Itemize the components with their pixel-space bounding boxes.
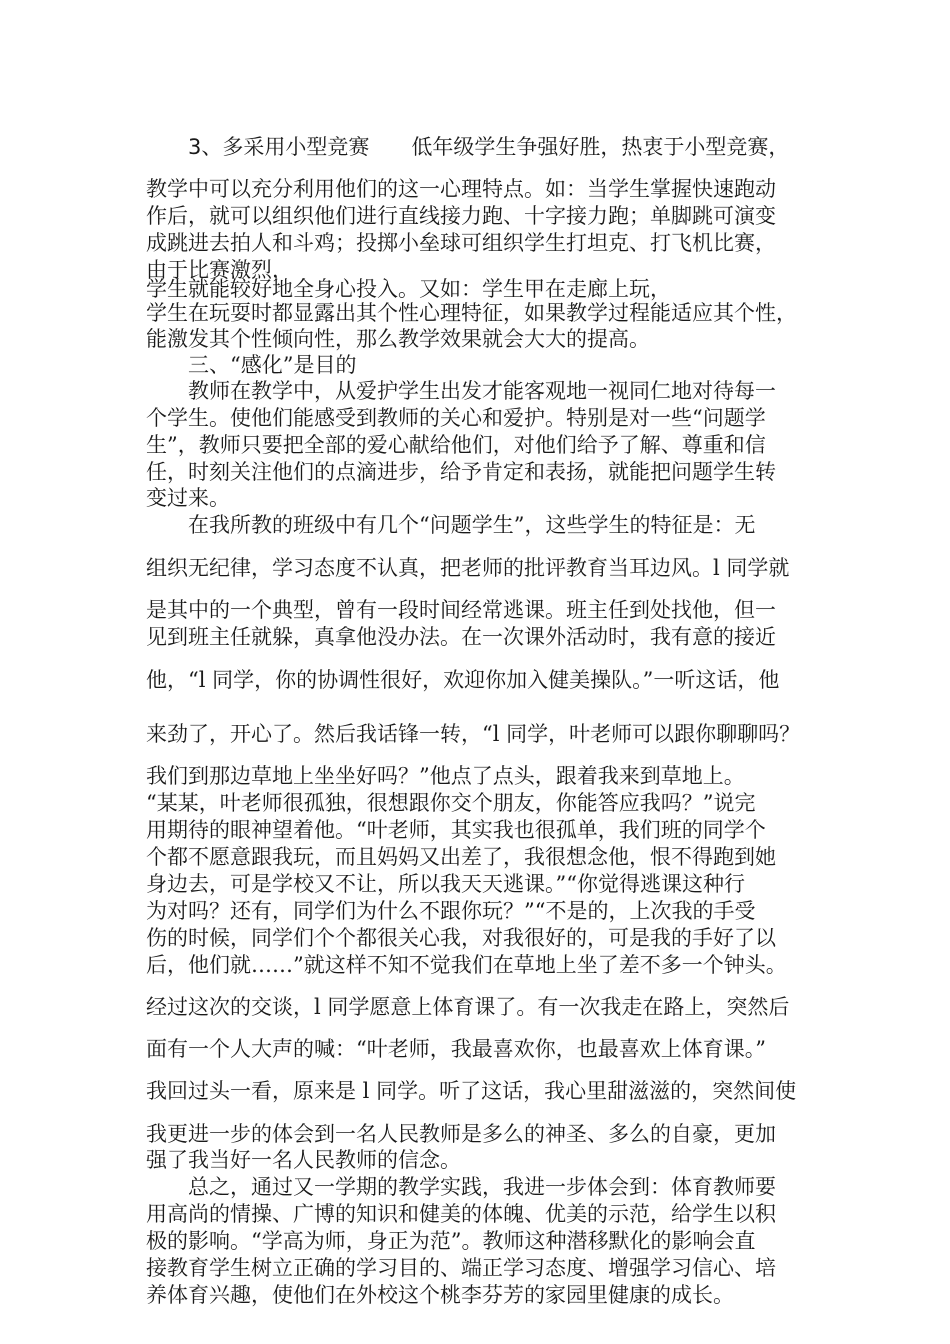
text-line: 用期待的眼神望着他。“叶老师，其实我也很孤单，我们班的同学个	[146, 818, 766, 842]
text-line: 强了我当好一名人民教师的信念。	[146, 1148, 461, 1172]
text-line: 来劲了，开心了。然后我话锋一转，“l 同学，叶老师可以跟你聊聊吗？	[146, 722, 801, 746]
text-line: 养体育兴趣，使他们在外校这个桃李芬芳的家园里健康的成长。	[146, 1283, 734, 1307]
text-line: 后，他们就……”就这样不知不觉我们在草地上坐了差不多一个钟头。	[146, 953, 787, 977]
text-line: 个学生。使他们能感受到教师的关心和爱护。特别是对一些“问题学	[146, 406, 766, 430]
text-line: 总之，通过又一学期的教学实践，我进一步体会到：体育教师要	[188, 1175, 776, 1199]
text-line: 教学中可以充分利用他们的这一心理特点。如：当学生掌握快速跑动	[146, 177, 776, 201]
text-line: 极的影响。“学高为师，身正为范”。教师这种潜移默化的影响会直	[146, 1229, 756, 1253]
text-line: 为对吗？还有，同学们为什么不跟你玩？”“不是的，上次我的手受	[146, 899, 756, 923]
text-line: 作后，就可以组织他们进行直线接力跑、十字接力跑；单脚跳可演变	[146, 204, 776, 228]
text-line: 经过这次的交谈，l 同学愿意上体育课了。有一次我走在路上，突然后	[146, 995, 790, 1019]
text-line: 教师在教学中，从爱护学生出发才能客观地一视同仁地对待每一	[188, 379, 776, 403]
text-line: 3、多采用小型竞赛 低年级学生争强好胜，热衷于小型竞赛，	[188, 135, 790, 159]
text-line: 我更进一步的体会到一名人民教师是多么的神圣、多么的自豪，更加	[146, 1122, 776, 1146]
text-line: 学生在玩耍时都显露出其个性心理特征，如果教学过程能适应其个性，	[146, 301, 797, 325]
text-line: 任，时刻关注他们的点滴进步，给予肯定和表扬，就能把问题学生转	[146, 460, 776, 484]
text-line: 由于比赛激烈，	[146, 258, 293, 282]
section-heading: 三、“感化”是目的	[188, 353, 357, 377]
text-line: 成跳进去拍人和斗鸡；投掷小垒球可组织学生打坦克、打飞机比赛，	[146, 231, 776, 255]
text-line: 个都不愿意跟我玩，而且妈妈又出差了，我很想念他，恨不得跑到她	[146, 845, 776, 869]
text-line: 能激发其个性倾向性，那么教学效果就会大大的提高。	[146, 327, 650, 351]
text-line: 我回过头一看，原来是 l 同学。听了这话，我心里甜滋滋的，突然间使	[146, 1079, 797, 1103]
text-line: 面有一个人大声的喊：“叶老师，我最喜欢你，也最喜欢上体育课。”	[146, 1037, 766, 1061]
text-line: 身边去，可是学校又不让，所以我天天逃课。”“你觉得逃课这种行	[146, 872, 745, 896]
text-line: 见到班主任就躲，真拿他没办法。在一次课外活动时，我有意的接近	[146, 625, 776, 649]
text-line: 用高尚的情操、广博的知识和健美的体魄、优美的示范，给学生以积	[146, 1202, 776, 1226]
text-line: 学生就能较好地全身心投入。又如：学生甲在走廊上玩，	[146, 277, 671, 301]
text-line: 我们到那边草地上坐坐好吗？”他点了点头，跟着我来到草地上。	[146, 764, 745, 788]
text-line: 接教育学生树立正确的学习目的、端正学习态度、增强学习信心、培	[146, 1256, 776, 1280]
text-line: 变过来。	[146, 486, 230, 510]
text-line: 他，“l 同学，你的协调性很好，欢迎你加入健美操队。”一听这话，他	[146, 668, 780, 692]
text-line: “某某，叶老师很孤独，很想跟你交个朋友，你能答应我吗？”说完	[146, 791, 756, 815]
text-line: 生”，教师只要把全部的爱心献给他们，对他们给予了解、尊重和信	[146, 433, 766, 457]
text-line: 是其中的一个典型，曾有一段时间经常逃课。班主任到处找他，但一	[146, 598, 776, 622]
text-line: 组织无纪律，学习态度不认真，把老师的批评教育当耳边风。l 同学就	[146, 556, 790, 580]
text-line: 伤的时候，同学们个个都很关心我，对我很好的，可是我的手好了以	[146, 926, 776, 950]
text-line: 在我所教的班级中有几个“问题学生”，这些学生的特征是：无	[188, 513, 756, 537]
